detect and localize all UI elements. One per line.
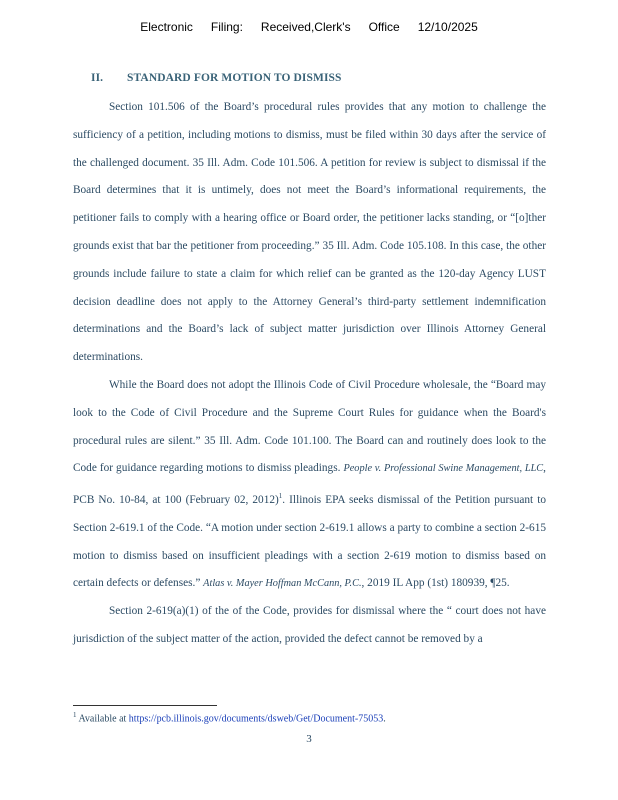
paragraph-text: . Illinois EPA seeks dismissal of the Petition pursuant to Section 2-619.1 of the Code. “A motion under section 2-619.1 allows a party to combine a section 2-615 motion to dismiss based on insufficient pleadings with a section 2-619 motion to dismiss based on certain defects or defenses.” — [73, 493, 546, 590]
header-part: Electronic — [140, 20, 193, 34]
header-part: Received,Clerk's — [260, 20, 351, 34]
paragraph: Section 101.506 of the Board’s procedural rules provides that any motion to challenge the sufficiency of a petition, including motions to dismiss, must be filed within 30 days after the service of the challenged document. 35 Ill. Adm. Code 101.506. A petition for review is subject to dismissal if the Board determines that it is untimely, does not meet the Board’s informational requirements, the petitioner fails to comply with a hearing office or Board order, the petitioner lacks standing, or “[o]ther grounds exist that bar the petitioner from proceeding.” 35 Ill. Adm. Code 105.108. In this case, the other grounds include failure to state a claim for which relief can be granted as the 120-day Agency LUST decision deadline does not apply to the Attorney General’s third-party settlement indemnification determinations and the Board’s lack of subject matter jurisdiction over Illinois Attorney General determinations. — [73, 101, 546, 364]
footnote-divider — [73, 705, 217, 706]
case-citation: Atlas v. Mayer Hoffman McCann, P.C. — [203, 578, 362, 590]
paragraph-text: While the Board does not adopt the Illinois Code of Civil Procedure wholesale, the “Board may look to the Code of Civil Procedure and the Supreme Court Rules for guidance when the Board's procedural rules are silent.” 35 Ill. Adm. Code 101.100. The Board can and routinely does look to the Code for guidance regarding motions to dismiss pleadings. — [73, 378, 546, 475]
paragraph-text: , PCB No. 10-84, at 100 (February 02, 2012) — [73, 462, 546, 506]
document-body — [73, 94, 546, 654]
footnote — [73, 711, 386, 724]
section-number: II. — [91, 72, 104, 84]
footnote-reference[interactable]: 1 — [278, 492, 283, 501]
section-heading — [91, 72, 342, 84]
header-part: Filing: — [210, 20, 243, 34]
footnote-link[interactable]: https://pcb.illinois.gov/documents/dsweb/Get/Document-75053 — [128, 713, 384, 725]
efiling-header — [0, 20, 618, 34]
case-citation: People v. Professional Swine Management, LLC — [343, 463, 544, 475]
paragraph — [73, 372, 546, 598]
footnote-marker: 1 — [73, 711, 77, 719]
header-part: Office — [368, 20, 400, 34]
paragraph: Section 2-619(a)(1) of the of the Code, provides for dismissal where the “ court does not have jurisdiction of the subject matter of the action, provided the defect cannot be removed by a — [73, 605, 546, 645]
footnote-prefix: Available at — [76, 713, 129, 725]
paragraph-text: , 2019 IL App (1st) 180939, ¶25. — [361, 577, 510, 590]
footnote-suffix: . — [383, 713, 386, 725]
page-number: 3 — [306, 733, 312, 745]
header-date: 12/10/2025 — [417, 20, 478, 34]
section-title: STANDARD FOR MOTION TO DISMISS — [127, 72, 342, 84]
